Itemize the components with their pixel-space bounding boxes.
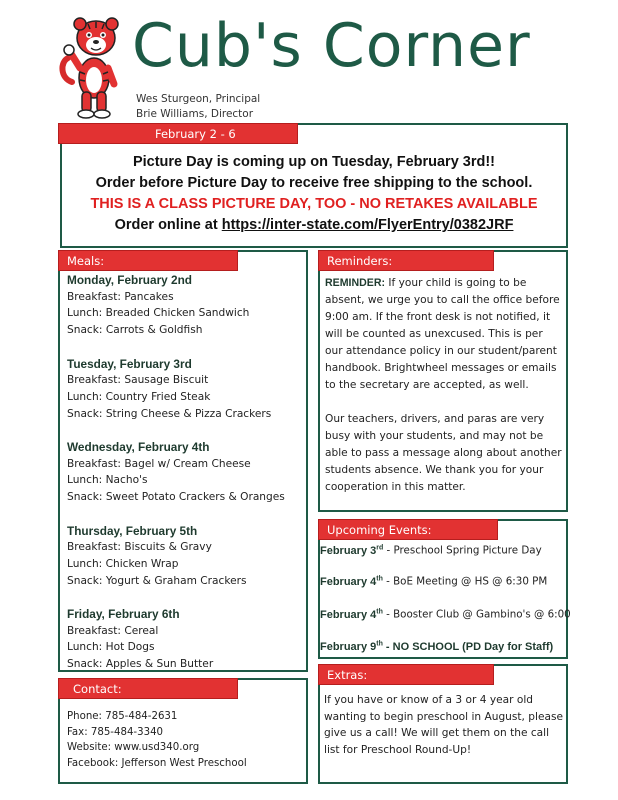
meal-lunch: Lunch: Chicken Wrap xyxy=(67,557,179,570)
meal-lunch: Lunch: Hot Dogs xyxy=(67,641,155,654)
reminder-paragraph-1 xyxy=(325,275,563,394)
meal-day-title: Friday, February 6th xyxy=(67,607,180,621)
banner-line-3: THIS IS A CLASS PICTURE DAY, TOO - NO RETAKES AVAILABLE xyxy=(90,196,538,212)
contact-fax: Fax: 785-484-3340 xyxy=(67,726,164,738)
reminders-text xyxy=(325,275,563,496)
reminder-paragraph-2: Our teachers, drivers, and paras are very busy with your students, and may not be able to pass a message along about another students absence. We thank you for your cooperation in this matter. xyxy=(325,413,562,493)
meal-snack: Snack: Yogurt & Graham Crackers xyxy=(67,574,247,587)
contact-info xyxy=(67,709,303,771)
event-item xyxy=(320,544,542,557)
event-date: February 4 xyxy=(320,575,377,588)
contact-tab: Contact: xyxy=(58,678,238,699)
extras-text: If you have or know of a 3 or 4 year old wanting to begin preschool in August, please give us a call! We will get them on the call list for Preschool Round-Up! xyxy=(324,694,564,756)
meal-lunch: Lunch: Country Fried Steak xyxy=(67,390,211,403)
meal-breakfast: Breakfast: Biscuits & Gravy xyxy=(67,541,212,554)
meal-day xyxy=(67,272,305,339)
event-text: - BoE Meeting @ HS @ 6:30 PM xyxy=(382,575,548,588)
principal-name: Wes Sturgeon, Principal xyxy=(136,93,261,105)
event-text: - Preschool Spring Picture Day xyxy=(383,544,542,557)
event-date-suffix: th xyxy=(376,575,383,582)
meal-breakfast: Breakfast: Cereal xyxy=(67,624,159,637)
meal-breakfast: Breakfast: Bagel w/ Cream Cheese xyxy=(67,457,251,470)
event-date-suffix: rd xyxy=(376,544,384,551)
event-date-suffix: th xyxy=(376,640,383,647)
meal-day-title: Tuesday, February 3rd xyxy=(67,356,192,371)
events-tab: Upcoming Events: xyxy=(318,519,498,540)
event-date: February 4 xyxy=(320,608,377,621)
page-title: Cub's Corner xyxy=(132,11,531,81)
meal-day xyxy=(67,356,305,423)
banner-line-2: Order before Picture Day to receive free shipping to the school. xyxy=(95,175,533,191)
meal-lunch: Lunch: Nacho's xyxy=(67,474,148,487)
meal-day xyxy=(67,523,305,590)
reminder-body-1: If your child is going to be absent, we urge you to call the office before 9:00 am. If the front desk is not notified, it will be counted as unexcused. This is per our attendance policy in our student/parent handbook. Brightwheel messages or emails to the secretary are accepted, as well. xyxy=(325,277,560,391)
tiger-mascot-icon xyxy=(58,12,130,122)
event-text: - Booster Club @ Gambino's @ 6:00 xyxy=(382,608,571,621)
meal-snack: Snack: String Cheese & Pizza Crackers xyxy=(67,407,272,420)
meal-day xyxy=(67,439,305,506)
extras-tab: Extras: xyxy=(318,664,494,685)
meal-day-title: Monday, February 2nd xyxy=(67,273,192,287)
meals-tab: Meals: xyxy=(58,250,238,271)
contact-phone: Phone: 785-484-2631 xyxy=(67,711,178,722)
meal-day xyxy=(67,606,305,673)
director-name: Brie Williams, Director xyxy=(136,108,254,120)
meal-lunch: Lunch: Breaded Chicken Sandwich xyxy=(67,307,250,320)
meal-breakfast: Breakfast: Sausage Biscuit xyxy=(67,374,209,387)
order-link[interactable]: https://inter-state.com/FlyerEntry/0382JRF xyxy=(221,217,514,233)
banner-line-4 xyxy=(62,215,566,236)
meal-snack: Snack: Apples & Sun Butter xyxy=(67,658,214,671)
events-section xyxy=(318,519,568,659)
event-item xyxy=(320,640,553,653)
contact-website[interactable]: Website: www.usd340.org xyxy=(67,742,200,754)
meal-day-title: Thursday, February 5th xyxy=(67,523,198,538)
event-date: February 9 xyxy=(320,640,377,653)
meal-snack: Snack: Carrots & Goldfish xyxy=(67,324,203,337)
reminders-tab: Reminders: xyxy=(318,250,494,271)
meals-list xyxy=(67,272,305,673)
event-item xyxy=(320,575,547,588)
banner-line-1: Picture Day is coming up on Tuesday, February 3rd!! xyxy=(132,154,496,170)
staff-list xyxy=(136,92,260,122)
date-range-tab: February 2 - 6 xyxy=(58,123,298,144)
meal-breakfast: Breakfast: Pancakes xyxy=(67,290,174,303)
event-item xyxy=(320,608,571,621)
picture-day-text xyxy=(62,152,566,236)
meal-snack: Snack: Sweet Potato Crackers & Oranges xyxy=(67,491,285,504)
meal-day-title: Wednesday, February 4th xyxy=(67,440,210,454)
event-date-suffix: th xyxy=(376,608,383,615)
event-text: - NO SCHOOL (PD Day for Staff) xyxy=(382,640,554,653)
reminder-lead: REMINDER: xyxy=(325,277,386,289)
contact-facebook[interactable]: Facebook: Jefferson West Preschool xyxy=(67,757,247,769)
event-date: February 3 xyxy=(320,544,377,557)
order-online-label: Order online at xyxy=(114,217,222,233)
